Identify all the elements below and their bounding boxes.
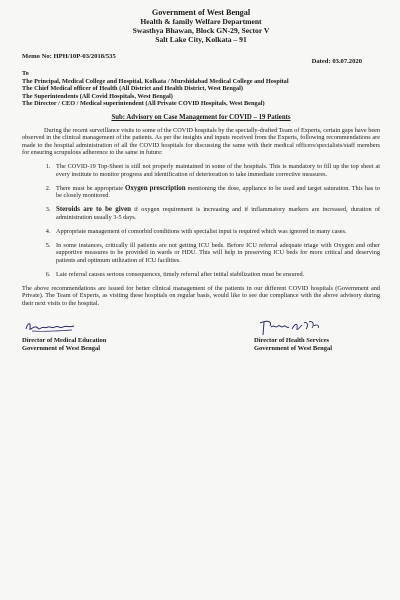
handwritten-signature-right (254, 317, 324, 339)
government-name: Government of West Bengal (151, 8, 251, 17)
point-text: The COVID-19 Top-Sheet is still not properly maintained in some of the hospitals. This is mandatory to fill up the top sheet at every institute to monitor progress and identification of deterioration to take immediate corrective measures. (56, 163, 380, 178)
point-emphasis: Oxygen prescription (124, 184, 186, 192)
right-office: Government of West Bengal (254, 345, 333, 353)
left-designation: Director of Medical Education (22, 337, 107, 345)
recipient-line: The Director / CEO / Medical superintendent (All Private COVID Hospitals, West Bengal) (22, 100, 265, 108)
left-office: Government of West Bengal (22, 345, 101, 353)
recommendation-item (52, 271, 380, 279)
recipient-line: The Principal, Medical College and Hospital, Kolkata / Murshidabad Medical College and Hospital (22, 77, 289, 85)
memo-date: Dated: 03.07.2020 (311, 58, 362, 65)
recipient-line: The Superintendents (All Covid Hospitals, West Bengal) (22, 92, 173, 100)
building-address: Swasthya Bhawan, Block GN-29, Sector V (132, 26, 270, 35)
point-text: Appropriate management of comorbid conditions with specialist input is required which was ignored in many cases. (56, 227, 347, 235)
point-text: Late referral causes serious consequences, timely referral after initial stabilization must be ensured. (56, 270, 305, 278)
point-text: mentioning the dose, appliance to be used and target saturation. This has to be closely monitored. (56, 184, 380, 200)
recommendation-item (52, 228, 380, 236)
signature-left (22, 317, 106, 353)
intro-paragraph: During the recent surveillance visits to some of the COVID hospitals by the specially-drafted Team of Experts, certain gaps have been observed in the clinical management of the patients. As per the insights and inputs received from the Experts, following recommendations are made to the hospital administration of all the COVID hospitals for discussing the same with their medical officers/specialists/staff members for ensuring scrupulous adherence to the same in future: (22, 126, 380, 157)
point-text: There must be appropriate (56, 184, 125, 192)
recipient-line: The Chief Medical officer of Health (All District and Health District, West Bengal) (22, 85, 243, 93)
point-text: In some instances, critically ill patients are not getting ICU beds. Before ICU referral adequate triage with Oxygen and other supportive measures to be provided in wards or HDU. This will help in preserving ICU beds for more critical and deserving patients and optimum utilization of ICU facilities. (56, 241, 380, 264)
closing-paragraph: The above recommendations are issued for better clinical management of the patients in our different COVID hospitals (Government and Private). The Team of Experts, as visiting these hospitals on regular basis, would like to see due compliance with the above advisory during their next visits to the hospital. (22, 284, 380, 307)
to-label: To (22, 70, 29, 77)
handwritten-signature-left (22, 317, 82, 335)
signature-area (22, 317, 380, 367)
point-text: if oxygen requirement is increasing and if inflammatory markers are increased, duration of administration usually 3-5 days. (56, 206, 380, 221)
signature-right (254, 317, 332, 353)
recommendation-item (52, 163, 380, 178)
recommendation-item (52, 206, 380, 221)
memo-number: Memo No: HPH/10P-03/2018/535 (22, 53, 116, 60)
letterhead (22, 8, 380, 44)
recommendation-item (52, 242, 380, 265)
recommendation-list (22, 163, 380, 278)
city-address: Salt Lake City, Kolkata – 91 (155, 35, 247, 44)
department-name: Health & family Welfare Department (140, 17, 262, 26)
recipients-block (22, 70, 380, 108)
right-designation: Director of Health Services (254, 337, 330, 345)
subject-line: Sub: Advisory on Case Management for COVID – 19 Patients (111, 113, 291, 121)
point-emphasis: Steroids are to be given (56, 206, 131, 214)
memo-row (22, 53, 380, 65)
recommendation-item (52, 185, 380, 200)
